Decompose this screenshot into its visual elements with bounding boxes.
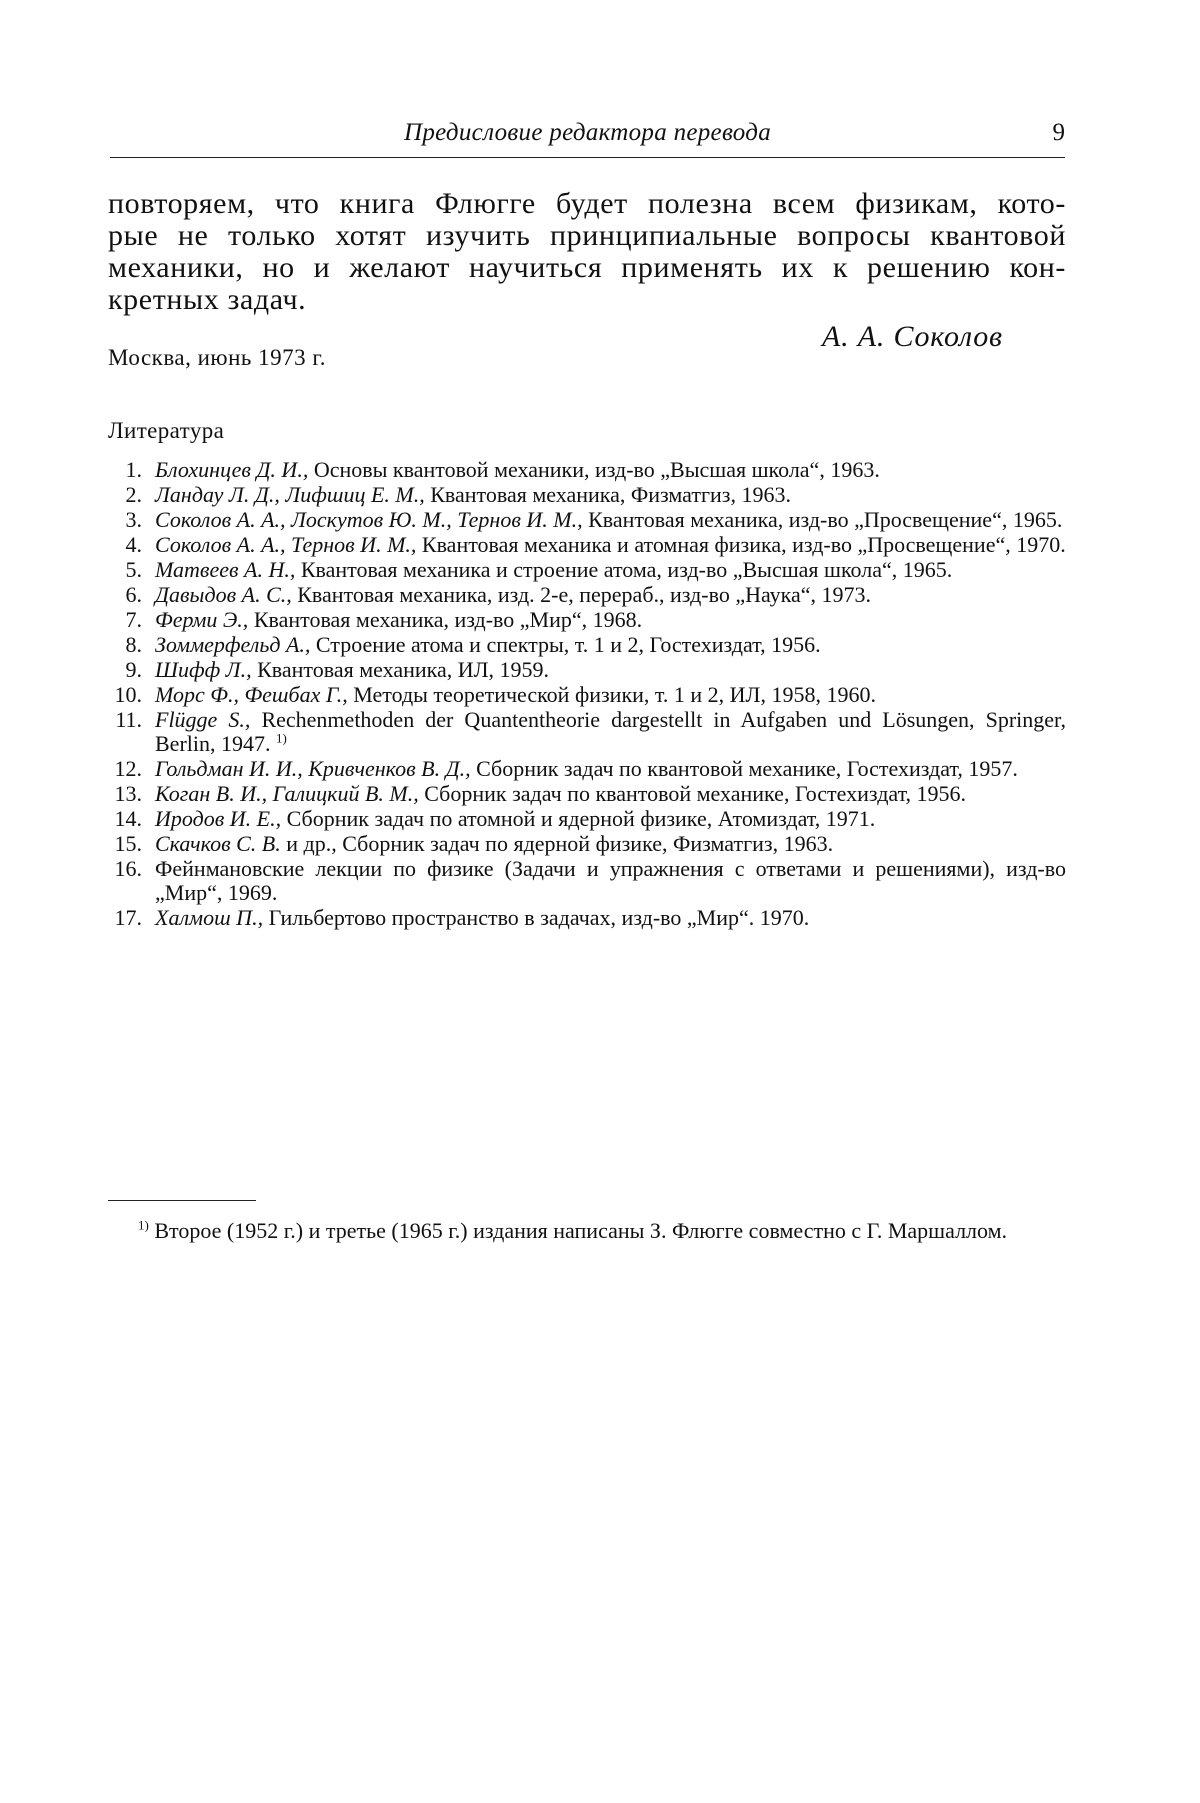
reference-text: Гильбертово пространство в задачах, изд-во „Мир“. 1970. xyxy=(268,905,810,930)
reference-number: 16. xyxy=(114,856,142,881)
reference-author: Зоммерфельд А., xyxy=(155,632,311,657)
reference-item xyxy=(108,483,1066,507)
reference-item xyxy=(108,708,1066,756)
running-head xyxy=(110,117,1065,158)
reference-author: Flügge S., xyxy=(155,707,251,732)
reference-text: Строение атома и спектры, т. 1 и 2, Гостехиздат, 1956. xyxy=(315,632,821,657)
reference-author: Ферми Э., xyxy=(155,607,249,632)
reference-number: 2. xyxy=(125,482,142,507)
reference-item xyxy=(108,857,1066,905)
reference-author: Гольдман И. И., Кривченков В. Д., xyxy=(155,756,471,781)
reference-number: 7. xyxy=(125,607,142,632)
reference-number: 15. xyxy=(114,831,142,856)
reference-item xyxy=(108,906,1066,930)
reference-text: Квантовая механика и строение атома, изд-во „Высшая школа“, 1965. xyxy=(300,557,953,582)
footnote-text: Второе (1952 г.) и третье (1965 г.) издания написаны З. Флюгге совместно с Г. Маршаллом. xyxy=(154,1218,1008,1243)
references-heading: Литература xyxy=(108,418,225,443)
reference-footnote-mark: 1) xyxy=(276,730,287,746)
reference-item xyxy=(108,458,1066,482)
reference-author: Давыдов А. С., xyxy=(155,582,292,607)
closing-paragraph xyxy=(108,188,1066,316)
reference-item xyxy=(108,782,1066,806)
place-date: Москва, июнь 1973 г. xyxy=(108,345,326,370)
editor-signature: А. А. Соколов xyxy=(822,320,1003,353)
reference-text: Квантовая механика, изд-во „Просвещение“, 1965. xyxy=(588,507,1063,532)
reference-number: 4. xyxy=(125,532,142,557)
reference-author: Морс Ф., Фешбах Г., xyxy=(155,682,348,707)
reference-item xyxy=(108,608,1066,632)
reference-text: Фейнмановские лекции по физике (Задачи и упражнения с ответами и решениями), изд-во „Мир“, 1969. xyxy=(155,856,1066,905)
reference-text: Квантовая механика и атомная физика, изд-во „Просвещение“, 1970. xyxy=(421,532,1066,557)
reference-number: 10. xyxy=(114,682,142,707)
reference-number: 9. xyxy=(125,657,142,682)
references-list xyxy=(108,458,1066,931)
reference-text: Сборник задач по атомной и ядерной физике, Атомиздат, 1971. xyxy=(286,806,876,831)
reference-text: Квантовая механика, Физматгиз, 1963. xyxy=(430,482,791,507)
reference-number: 12. xyxy=(114,756,142,781)
reference-text: и др., Сборник задач по ядерной физике, Физматгиз, 1963. xyxy=(286,831,834,856)
reference-author: Блохинцев Д. И., xyxy=(155,457,309,482)
reference-text: Квантовая механика, изд. 2-е, перераб., изд-во „Наука“, 1973. xyxy=(297,582,872,607)
reference-author: Шифф Л., xyxy=(155,657,252,682)
reference-item xyxy=(108,633,1066,657)
reference-number: 14. xyxy=(114,806,142,831)
reference-item xyxy=(108,533,1066,557)
reference-text: Rechenmethoden der Quantentheorie dargestellt in Aufgaben und Lösungen, Springer, Berlin, 1947. xyxy=(155,707,1066,756)
reference-number: 1. xyxy=(125,457,142,482)
reference-text: Сборник задач по квантовой механике, Гостехиздат, 1956. xyxy=(424,781,967,806)
reference-number: 11. xyxy=(115,707,142,732)
reference-number: 13. xyxy=(114,781,142,806)
paragraph-line: кретных задач. xyxy=(108,283,307,316)
reference-item xyxy=(108,807,1066,831)
reference-item xyxy=(108,508,1066,532)
reference-text: Квантовая механика, ИЛ, 1959. xyxy=(257,657,550,682)
reference-item xyxy=(108,583,1066,607)
footnote-rule xyxy=(108,1200,256,1201)
reference-author: Соколов А. А., Тернов И. М., xyxy=(155,532,417,557)
reference-number: 5. xyxy=(125,557,142,582)
reference-author: Халмош П., xyxy=(155,905,264,930)
reference-item xyxy=(108,757,1066,781)
reference-number: 3. xyxy=(125,507,142,532)
paragraph-line: рые не только хотят изучить принципиальные вопросы квантовой xyxy=(108,219,1066,252)
reference-text: Сборник задач по квантовой механике, Гостехиздат, 1957. xyxy=(476,756,1018,781)
running-title: Предисловие редактора перевода xyxy=(404,119,771,146)
reference-author: Матвеев А. Н., xyxy=(155,557,296,582)
paragraph-line: повторяем, что книга Флюгге будет полезна всем физикам, кото- xyxy=(108,187,1066,220)
reference-author: Соколов А. А., Лоскутов Ю. М., Тернов И. М., xyxy=(155,507,583,532)
reference-item xyxy=(108,832,1066,856)
page-number: 9 xyxy=(1052,119,1065,146)
paragraph-line: механики, но и желают научиться применять их к решению кон- xyxy=(108,251,1066,284)
reference-author: Иродов И. Е., xyxy=(155,806,282,831)
reference-text: Квантовая механика, изд-во „Мир“, 1968. xyxy=(253,607,643,632)
reference-item xyxy=(108,558,1066,582)
reference-text: Основы квантовой механики, изд-во „Высшая школа“, 1963. xyxy=(313,457,880,482)
footnote-mark: 1) xyxy=(138,1217,149,1233)
footnote xyxy=(108,1218,1066,1243)
reference-item xyxy=(108,658,1066,682)
reference-number: 8. xyxy=(125,632,142,657)
reference-author: Скачков С. В. xyxy=(155,831,281,856)
reference-author: Коган В. И., Галицкий В. М., xyxy=(155,781,419,806)
reference-text: Методы теоретической физики, т. 1 и 2, ИЛ, 1958, 1960. xyxy=(353,682,876,707)
reference-number: 17. xyxy=(114,905,142,930)
reference-author: Ландау Л. Д., Лифшиц Е. М., xyxy=(155,482,425,507)
reference-number: 6. xyxy=(125,582,142,607)
reference-item xyxy=(108,683,1066,707)
